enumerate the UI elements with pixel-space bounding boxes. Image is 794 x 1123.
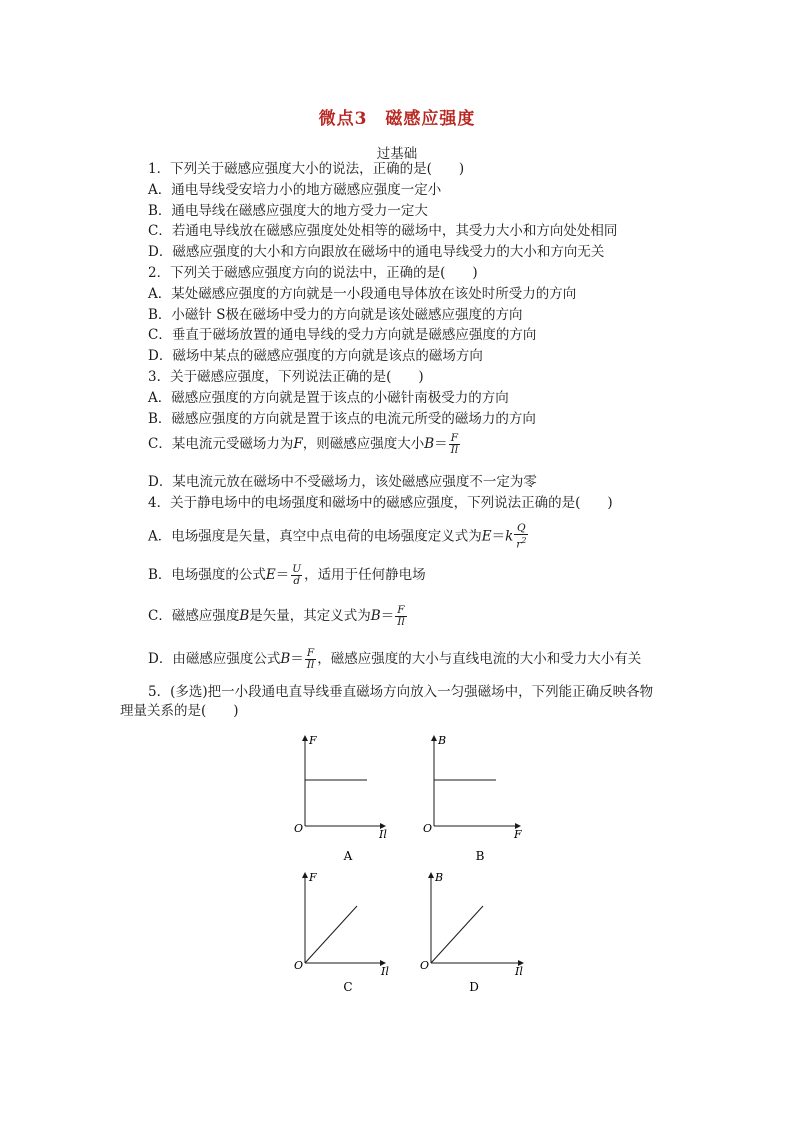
equals-sign: ＝ xyxy=(491,528,506,545)
graph-caption: B xyxy=(475,849,485,863)
graph-line xyxy=(305,906,357,963)
question-2-option-d: D．磁场中某点的磁感应强度的方向就是该点的磁场方向 xyxy=(148,348,483,364)
origin-label: O xyxy=(294,822,304,835)
denominator-base: r xyxy=(516,538,522,551)
question-5-stem-line-1: 5．(多选)把一小段通电直导线垂直磁场方向放入一匀强磁场中，下列能正确反映各物 xyxy=(148,684,654,700)
question-4-stem: 4．关于静电场中的电场强度和磁场中的磁感应强度，下列说法正确的是( ) xyxy=(148,495,613,511)
question-2-stem: 2．下列关于磁感应强度方向的说法中，正确的是( ) xyxy=(148,265,478,281)
equals-sign: ＝ xyxy=(434,436,448,452)
option-text: B．电场强度的公式 xyxy=(148,567,266,583)
y-axis-label: F xyxy=(309,871,317,884)
math-symbol: k xyxy=(505,528,514,545)
question-1-option-a: A．通电导线受安培力小的地方磁感应强度一定小 xyxy=(148,182,442,198)
origin-label: O xyxy=(420,959,430,972)
option-text: D．由磁感应强度公式 xyxy=(148,651,281,667)
fraction-denominator: d xyxy=(293,575,301,587)
y-axis-label: B xyxy=(435,871,444,884)
graph-c xyxy=(294,871,389,994)
section-heading: 过基础 xyxy=(376,146,418,162)
question-3-option-d: D．某电流元放在磁场中不受磁场力，该处磁感应强度不一定为零 xyxy=(148,474,537,490)
question-3-option-a: A．磁感应强度的方向就是置于该点的小磁针南极受力的方向 xyxy=(148,390,509,406)
origin-label: O xyxy=(294,959,304,972)
fraction-denominator: Il xyxy=(397,616,405,628)
option-text: 是矢量，其定义式为 xyxy=(249,608,371,624)
x-axis-label: Il xyxy=(381,965,389,978)
exponent: 2 xyxy=(521,536,527,545)
equals-sign: ＝ xyxy=(290,651,304,667)
graph-caption: A xyxy=(343,849,353,863)
y-axis-label: B xyxy=(438,734,447,747)
equals-sign: ＝ xyxy=(275,567,290,583)
equals-sign: ＝ xyxy=(380,608,395,624)
x-axis-label: Il xyxy=(379,828,387,841)
math-symbol: E xyxy=(481,528,492,545)
question-1-option-c: C．若通电导线放在磁感应强度处处相等的磁场中，其受力大小和方向处处相同 xyxy=(148,223,618,239)
option-text: A．电场强度是矢量，真空中点电荷的电场强度定义式为 xyxy=(148,528,482,545)
page-title: 微点3 磁感应强度 xyxy=(318,109,476,129)
fraction-numerator: F xyxy=(450,432,459,444)
origin-label: O xyxy=(423,822,433,835)
question-2-option-b: B．小磁针 S极在磁场中受力的方向就是该处磁感应强度的方向 xyxy=(148,307,523,323)
math-symbol: E xyxy=(265,567,276,583)
question-3-option-b: B．磁感应强度的方向就是置于该点的电流元所受的磁场力的方向 xyxy=(148,411,536,427)
fraction-numerator: Q xyxy=(517,522,526,534)
option-text: C．某电流元受磁场力为 xyxy=(148,436,294,452)
option-text: C．磁感应强度 xyxy=(148,608,240,624)
fraction-numerator: F xyxy=(306,647,315,659)
math-symbol: B xyxy=(280,651,291,667)
fraction-numerator: F xyxy=(397,604,405,616)
fraction-denominator: Il xyxy=(306,659,315,671)
graph-a xyxy=(294,734,387,863)
question-1-option-b: B．通电导线在磁感应强度大的地方受力一定大 xyxy=(148,203,428,219)
graph-b xyxy=(423,734,522,863)
fraction-numerator: U xyxy=(292,563,302,575)
graph-line xyxy=(431,906,483,963)
y-axis-label: F xyxy=(309,734,317,747)
math-symbol: B xyxy=(239,608,250,624)
question-1-stem: 1．下列关于磁感应强度大小的说法，正确的是( ) xyxy=(148,161,465,177)
question-1-option-d: D．磁感应强度的大小和方向跟放在磁场中的通电导线受力的大小和方向无关 xyxy=(148,244,605,260)
option-text: ，则磁感应强度大小 xyxy=(302,436,425,452)
question-2-option-a: A．某处磁感应强度的方向就是一小段通电导体放在该处时所受力的方向 xyxy=(148,286,577,302)
math-symbol: B xyxy=(370,608,381,624)
graph-caption: D xyxy=(469,980,479,994)
fraction-denominator: Il xyxy=(450,444,459,456)
option-text: ，适用于任何静电场 xyxy=(304,567,426,583)
question-5-stem-line-2: 理量关系的是( ) xyxy=(120,703,239,719)
option-text: ，磁感应强度的大小与直线电流的大小和受力大小有关 xyxy=(317,651,642,667)
question-3-stem: 3．关于磁感应强度，下列说法正确的是( ) xyxy=(148,369,424,385)
x-axis-label: Il xyxy=(515,965,523,978)
math-symbol: B xyxy=(424,436,435,452)
x-axis-label: F xyxy=(514,828,522,841)
graph-caption: C xyxy=(343,980,353,994)
question-2-option-c: C．垂直于磁场放置的通电导线的受力方向就是磁感应强度的方向 xyxy=(148,327,537,343)
math-symbol: F xyxy=(293,436,303,452)
graph-d xyxy=(420,871,523,994)
